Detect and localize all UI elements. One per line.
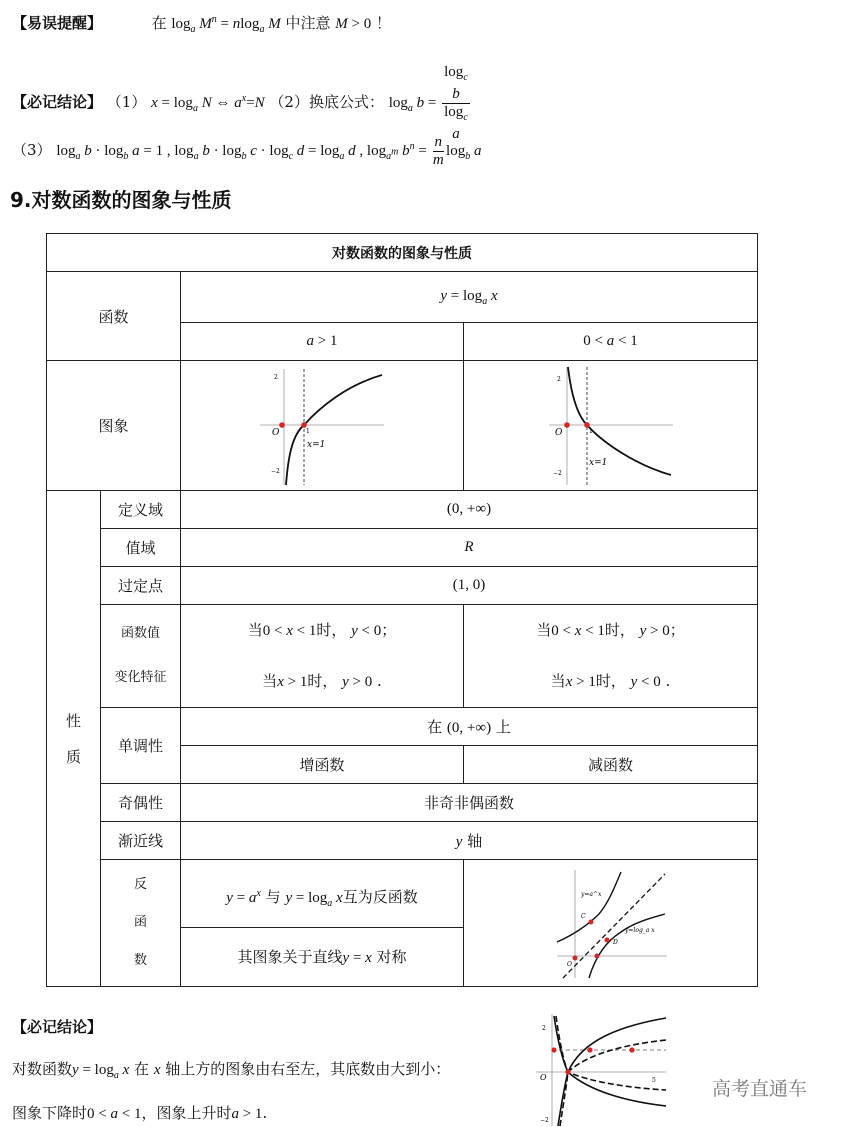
tip-condition: M > 0 <box>335 16 372 32</box>
inc-case-2: 当x > 1时， y > 0 . <box>262 672 382 690</box>
point-a <box>551 1047 556 1052</box>
tick-neg2: −2 <box>552 470 562 477</box>
change-base-formula: $\log_a b$ = $\log_c$ b $\log_c$ a <box>388 64 468 142</box>
tick-1: 1 <box>306 428 310 435</box>
log-curve-increasing <box>286 375 382 485</box>
tick-2: 2 <box>542 1025 546 1032</box>
conclusion-label: 【必记结论】 <box>12 1018 103 1036</box>
tick-2: 2 <box>556 376 561 383</box>
graph-inverse <box>464 860 758 987</box>
props-label-text: 性质 <box>65 711 81 766</box>
point-fixed <box>301 422 307 428</box>
graph-increasing <box>181 361 464 491</box>
origin-label: O <box>554 428 562 438</box>
case-a-gt-1: a > 1 <box>181 323 464 361</box>
domain-label: 定义域 <box>101 491 181 529</box>
log-curve-decreasing <box>568 367 671 475</box>
fixed-point-value: (1, 0) <box>181 567 758 605</box>
value-change-label <box>101 605 181 708</box>
exp-label: y=a^x <box>580 891 601 898</box>
point-fixed <box>584 422 590 428</box>
item1-label: （1） <box>106 92 147 111</box>
item3-formula: $\log_a b \cdot \log_b a = 1$ , $\log_a b \cdot \log_b c \cdot \log_c d = \log_a d$ , $\log_{a^m} b^n$ = $\frac{n}{m}$ $\log_b a$ <box>56 134 482 168</box>
point-fixed <box>565 1069 570 1074</box>
point-origin <box>279 422 285 428</box>
point-x1 <box>594 954 599 959</box>
tick-neg2: −2 <box>540 1117 549 1124</box>
must-label: 【必记结论】 <box>12 92 103 111</box>
item3-line <box>12 134 481 169</box>
value-change-decreasing <box>464 605 758 708</box>
item3-label: （3） <box>12 140 52 159</box>
graph-increasing-svg <box>252 363 392 488</box>
table-title: 对数函数的图象与性质 <box>47 234 758 272</box>
item2-label: （2）换底公式： <box>269 92 384 111</box>
exp-curve <box>557 872 621 942</box>
tick-5: 5 <box>652 1077 656 1084</box>
parity-value: 非奇非偶函数 <box>181 784 758 822</box>
curve-3 <box>554 1016 666 1106</box>
graph-decreasing-svg <box>541 363 681 488</box>
line-x1-label: x=1 <box>307 440 326 450</box>
func-label: 函数 <box>47 272 181 361</box>
point-c-label: C <box>580 913 586 920</box>
fixed-point-label: 过定点 <box>101 567 181 605</box>
conclusion-line2: 图象下降时0 < a < 1，图象上升时a > 1. <box>12 1104 268 1122</box>
log-label: y=log_a x <box>624 927 655 934</box>
item1-formula: $x = \log_a N$ ⇔ $a^x=N$ <box>151 92 265 114</box>
tip-suffix: 中注意 <box>285 14 331 32</box>
range-value: R <box>181 529 758 567</box>
watermark: 高考直通车 <box>712 1078 808 1100</box>
case-a-lt-1: 0 < a < 1 <box>464 323 758 361</box>
point-c <box>588 920 593 925</box>
line-x1-label: x=1 <box>588 458 607 468</box>
domain-value: (0, +∞) <box>181 491 758 529</box>
dec-case-2: 当x > 1时， y < 0 . <box>550 672 671 690</box>
origin-label: O <box>540 1073 547 1082</box>
point-d-label: D <box>612 939 618 946</box>
inc-case-1: 当0 < x < 1时， y < 0； <box>247 621 397 639</box>
parity-label: 奇偶性 <box>101 784 181 822</box>
asymptote-value: y 轴 <box>181 822 758 860</box>
tip-label: 【易误提醒】 <box>12 14 103 32</box>
decreasing-label: 减函数 <box>464 746 758 784</box>
value-change-increasing <box>181 605 464 708</box>
value-change-label-2: 变化特征 <box>114 670 167 685</box>
monotonic-range: 在 (0, +∞) 上 <box>181 708 758 746</box>
func-formula: $y = \log_a x$ <box>181 272 758 323</box>
graph-label: 图象 <box>47 361 181 491</box>
curve-2 <box>560 1040 666 1126</box>
asymptote-label: 渐近线 <box>101 822 181 860</box>
inverse-text: $y = a^x$ 与 $y = \log_a x$互为反函数 <box>181 861 463 928</box>
symmetric-text: 其图象关于直线y = x 对称 <box>237 947 407 966</box>
monotonic-label: 单调性 <box>101 708 181 784</box>
must-line <box>12 64 472 143</box>
dec-case-1: 当0 < x < 1时， y > 0； <box>536 621 685 639</box>
graph-inverse-svg <box>551 864 671 982</box>
tip-prefix: 在 <box>151 14 167 32</box>
conclusion-line1: 对数函数$y = \log_a x$ 在 x 轴上方的图象由右至左，其底数由大到小： <box>12 1060 451 1081</box>
log-function-table <box>46 233 758 987</box>
point-b <box>587 1047 592 1052</box>
origin-label: O <box>566 961 572 968</box>
tick-1: 1 <box>588 428 593 435</box>
tip-formula: $\log_a M^n = nlog_a$ M <box>171 14 281 35</box>
curve-4 <box>556 1016 666 1090</box>
props-label <box>47 491 101 987</box>
base-comparison-graph <box>530 1010 670 1127</box>
value-change-label-1: 函数值 <box>120 626 160 641</box>
point-d <box>604 938 609 943</box>
tick-neg2: −2 <box>271 468 280 475</box>
log-curve <box>589 914 665 978</box>
graph-decreasing <box>464 361 758 491</box>
origin-label: O <box>272 428 280 438</box>
section-title: 9.对数函数的图象与性质 <box>10 188 232 212</box>
inverse-label: 反 函 数 <box>101 860 181 987</box>
point-c <box>629 1047 634 1052</box>
tip-end: ！ <box>376 14 392 32</box>
range-label: 值域 <box>101 529 181 567</box>
tick-2: 2 <box>274 374 278 381</box>
tip-line <box>12 12 391 35</box>
point-origin <box>572 956 577 961</box>
point-origin <box>564 422 570 428</box>
increasing-label: 增函数 <box>181 746 464 784</box>
inverse-text-cell <box>181 860 464 987</box>
